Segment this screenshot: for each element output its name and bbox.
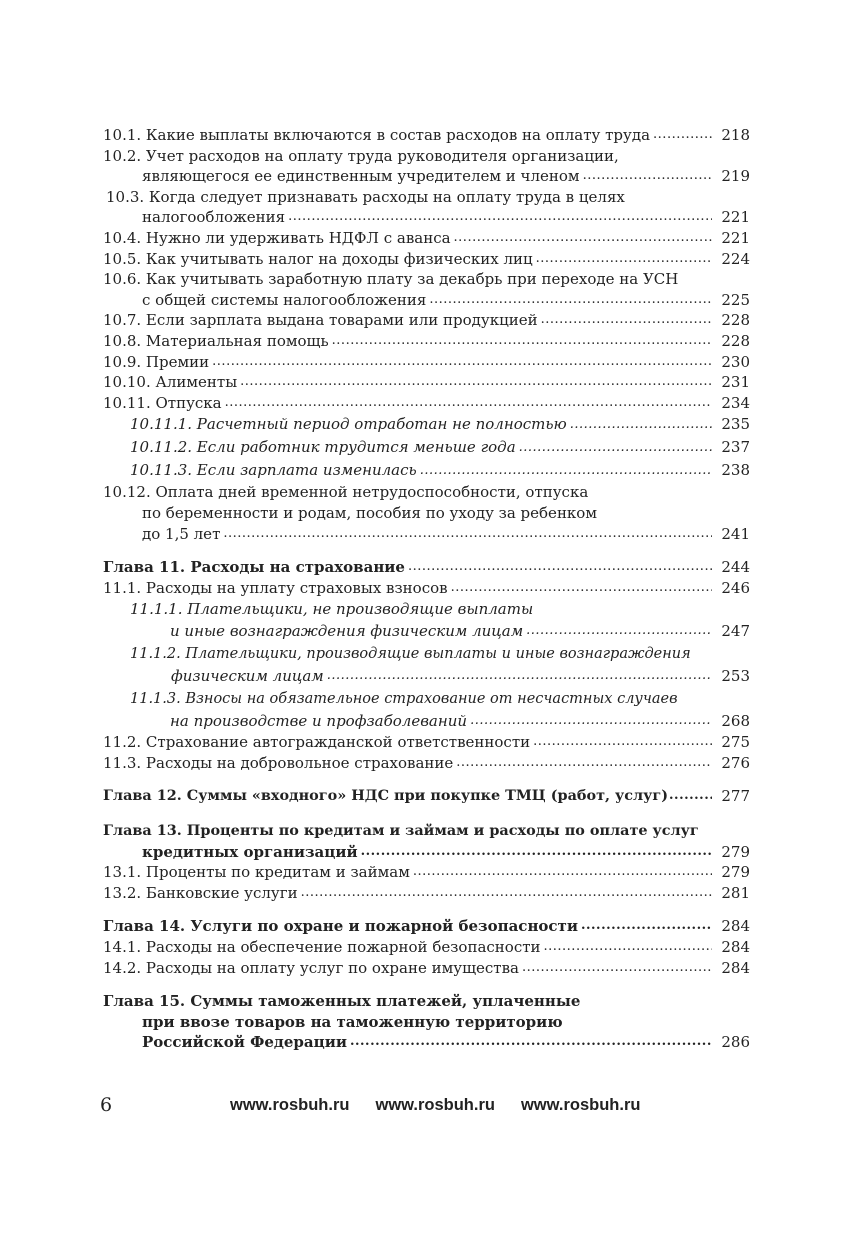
toc-entry-title: 14.1. Расходы на обеспечение пожарной безопасности [103, 938, 541, 957]
dot-leader [288, 207, 712, 228]
toc-chapter-title: Глава 14. Услуги по охране и пожарной безопасности [103, 917, 578, 936]
dot-leader [533, 732, 712, 753]
toc-entry-title: 10.4. Нужно ли удерживать НДФЛ с аванса [103, 228, 451, 247]
toc-page-number: 231 [721, 373, 750, 392]
toc-page-number: 253 [721, 667, 750, 686]
toc-entry-title: 10.7. Если зарплата выдана товарами или продукцией [103, 311, 538, 330]
toc-chapter-title-cont: при ввозе товаров на таможенную территорию [142, 1012, 563, 1031]
toc-entry-10-5[interactable] [103, 249, 750, 270]
toc-entry-title: 11.2. Страхование автогражданской ответственности [103, 733, 531, 752]
toc-entry-title: 11.1.3. Взносы на обязательное страхование от несчастных случаев [130, 691, 678, 708]
dot-leader [327, 665, 712, 687]
toc-entry-11-1-2-line1[interactable] [103, 642, 750, 665]
toc-entry-title-cont: налогообложения [142, 208, 286, 227]
footer-url-link[interactable]: www.rosbuh.ru [375, 1096, 495, 1114]
toc-entry-title: 10.10. Алименты [103, 373, 238, 392]
toc-entry-13-2[interactable] [103, 883, 750, 904]
toc-chapter-title-cont: кредитных организаций [142, 842, 358, 861]
toc-entry-title: 10.12. Оплата дней временной нетрудоспособности, отпуска [103, 483, 589, 502]
toc-page-number: 281 [721, 883, 750, 902]
toc-entry-10-8[interactable] [103, 331, 750, 352]
dot-leader [429, 290, 712, 311]
toc-page-number: 228 [721, 331, 750, 350]
toc-entry-10-11-2[interactable] [103, 436, 750, 459]
toc-entry-title-cont: физическим лицам [171, 667, 324, 686]
toc-entry-10-4[interactable] [103, 228, 750, 249]
toc-chapter-11[interactable] [103, 557, 750, 578]
toc-entry-10-9[interactable] [103, 352, 750, 373]
toc-entry-title: 10.11.2. Если работник трудится меньше года [130, 438, 516, 457]
toc-entry-10-11-1[interactable] [103, 413, 750, 436]
toc-entry-11-1[interactable] [103, 578, 750, 599]
toc-entry-11-1-2[interactable] [103, 665, 750, 687]
toc-page-number: 276 [721, 753, 750, 772]
toc-chapter-title: Глава 13. Проценты по кредитам и займам и расходы по оплате услуг [103, 822, 699, 840]
dot-leader [454, 228, 712, 249]
toc-entry-10-3[interactable] [103, 207, 750, 228]
toc-entry-11-1-3[interactable] [103, 710, 750, 732]
toc-page-number: 224 [721, 249, 750, 268]
toc-chapter-13[interactable] [103, 842, 750, 863]
dot-leader [470, 710, 712, 732]
dot-leader [451, 578, 712, 599]
toc-entry-title-cont: до 1,5 лет [142, 524, 221, 543]
toc-page-number: 277 [721, 787, 750, 806]
toc-entry-11-2[interactable] [103, 732, 750, 753]
toc-entry-10-10[interactable] [103, 372, 750, 393]
toc-page-number: 244 [721, 558, 750, 577]
toc-entry-title: 11.3. Расходы на добровольное страхование [103, 753, 454, 772]
toc-entry-10-3-line1[interactable] [103, 187, 750, 208]
dot-leader [408, 557, 712, 578]
toc-entry-10-2-line1[interactable] [103, 146, 750, 167]
toc-entry-title: 10.5. Как учитывать налог на доходы физических лиц [103, 249, 533, 268]
dot-leader [581, 916, 712, 937]
dot-leader [420, 459, 712, 482]
dot-leader [653, 125, 712, 146]
table-of-contents [103, 125, 750, 1053]
dot-leader [544, 937, 712, 958]
toc-entry-14-1[interactable] [103, 937, 750, 958]
toc-entry-title-cont: на производстве и профзаболеваний [170, 712, 468, 731]
dot-leader [301, 883, 712, 904]
toc-page-number: 234 [721, 393, 750, 412]
toc-chapter-14[interactable] [103, 916, 750, 937]
toc-entry-10-1[interactable] [103, 125, 750, 146]
toc-page-number: 238 [721, 461, 750, 480]
toc-page-number: 275 [721, 733, 750, 752]
dot-leader [536, 249, 712, 270]
footer-url-link[interactable]: www.rosbuh.ru [520, 1096, 641, 1114]
toc-chapter-12[interactable] [103, 786, 750, 807]
toc-entry-11-1-3-line1[interactable] [103, 687, 750, 710]
toc-entry-10-11[interactable] [103, 393, 750, 414]
page-footer [0, 1094, 857, 1118]
toc-entry-11-3[interactable] [103, 753, 750, 774]
toc-page-number: 246 [721, 578, 750, 597]
toc-chapter-title-cont: Российской Федерации [142, 1033, 347, 1052]
toc-entry-13-1[interactable] [103, 862, 750, 883]
dot-leader [240, 372, 712, 393]
toc-entry-title: 10.11.3. Если зарплата изменилась [130, 461, 417, 480]
toc-entry-10-7[interactable] [103, 310, 750, 331]
toc-entry-title: 10.11.1. Расчетный период отработан не полностью [130, 415, 567, 434]
toc-page-number: 284 [721, 917, 750, 936]
toc-page-number: 284 [721, 958, 750, 977]
toc-entry-title: 11.1.2. Плательщики, производящие выплаты и иные вознаграждения [130, 646, 691, 663]
toc-page-number: 279 [721, 863, 750, 882]
toc-page-number: 225 [721, 290, 750, 309]
toc-page-number: 237 [721, 438, 750, 457]
toc-page-number: 221 [721, 208, 750, 227]
toc-page-number: 268 [721, 712, 750, 731]
toc-entry-10-12-line2[interactable] [103, 503, 750, 524]
toc-entry-10-6[interactable] [103, 290, 750, 311]
toc-page-number: 241 [721, 524, 750, 543]
dot-leader [526, 620, 712, 642]
toc-entry-title: 11.1.1. Плательщики, не производящие выплаты [130, 600, 534, 619]
toc-entry-title-cont: по беременности и родам, пособия по уходу за ребенком [142, 503, 598, 522]
dot-leader [583, 166, 712, 187]
toc-chapter-15-line1[interactable] [103, 991, 750, 1012]
toc-chapter-15-line2[interactable] [103, 1012, 750, 1033]
dot-leader [456, 753, 712, 774]
dot-leader [225, 393, 712, 414]
toc-entry-title: 10.1. Какие выплаты включаются в состав расходов на оплату труда [103, 126, 651, 144]
toc-page-number: 235 [721, 415, 750, 434]
toc-entry-11-1-1-line1[interactable] [103, 598, 750, 620]
toc-entry-10-12-line1[interactable] [103, 482, 750, 503]
dot-leader [361, 842, 712, 863]
toc-entry-title: 10.9. Премии [103, 352, 210, 371]
dot-leader [332, 331, 712, 352]
toc-entry-14-2[interactable] [103, 958, 750, 979]
toc-entry-title: 10.11. Отпуска [103, 393, 222, 412]
toc-chapter-13-line1[interactable] [103, 820, 750, 842]
toc-entry-title: 13.1. Проценты по кредитам и займам [103, 863, 410, 882]
toc-page-number: 218 [721, 126, 750, 144]
toc-page-number: 228 [721, 311, 750, 330]
toc-entry-title-cont: с общей системы налогообложения [142, 290, 427, 309]
toc-page-number: 219 [721, 167, 750, 186]
chapter-label: Глава 11 [103, 558, 180, 577]
chapter-title-rest: . Расходы на страхование [179, 558, 405, 577]
toc-page-number: 230 [721, 352, 750, 371]
toc-chapter-title: Глава 12. Суммы «входного» НДС при покупке ТМЦ (работ, услуг) [103, 787, 669, 805]
dot-leader [212, 352, 712, 373]
toc-entry-title: 11.1. Расходы на уплату страховых взносов [103, 578, 448, 597]
dot-leader [669, 786, 712, 807]
toc-entry-10-12[interactable] [103, 524, 750, 545]
toc-entry-title: 10.8. Материальная помощь [103, 331, 329, 350]
toc-entry-10-6-line1[interactable] [103, 269, 750, 290]
toc-entry-title-cont: и иные вознаграждения физическим лицам [170, 622, 524, 641]
dot-leader [223, 524, 712, 545]
toc-entry-10-11-3[interactable] [103, 459, 750, 482]
toc-chapter-15[interactable] [103, 1032, 750, 1053]
toc-entry-title: 10.3. Когда следует признавать расходы на оплату труда в целях [106, 187, 625, 206]
toc-entry-title: 14.2. Расходы на оплату услуг по охране имущества [103, 958, 519, 977]
toc-chapter-title [103, 557, 405, 578]
toc-page-number: 221 [721, 228, 750, 247]
toc-entry-title: 10.2. Учет расходов на оплату труда руководителя организации, [103, 146, 619, 165]
toc-entry-10-2[interactable] [103, 166, 750, 187]
footer-urls [230, 1096, 666, 1115]
toc-page-number: 279 [721, 842, 750, 861]
dot-leader [519, 436, 712, 459]
dot-leader [570, 413, 712, 436]
toc-entry-11-1-1[interactable] [103, 620, 750, 642]
toc-entry-title-cont: являющегося ее единственным учредителем и членом [142, 167, 580, 186]
toc-page-number: 247 [721, 622, 750, 641]
dot-leader [413, 862, 712, 883]
footer-url-link[interactable]: www.rosbuh.ru [230, 1096, 350, 1114]
dot-leader [522, 958, 712, 979]
toc-page-number: 284 [721, 938, 750, 957]
toc-chapter-title: Глава 15. Суммы таможенных платежей, уплаченные [103, 992, 581, 1011]
page-number: 6 [100, 1094, 113, 1116]
toc-entry-title: 13.2. Банковские услуги [103, 883, 298, 902]
dot-leader [541, 310, 712, 331]
dot-leader [350, 1032, 712, 1053]
toc-page-number: 286 [721, 1033, 750, 1052]
toc-entry-title: 10.6. Как учитывать заработную плату за декабрь при переходе на УСН [103, 270, 679, 289]
